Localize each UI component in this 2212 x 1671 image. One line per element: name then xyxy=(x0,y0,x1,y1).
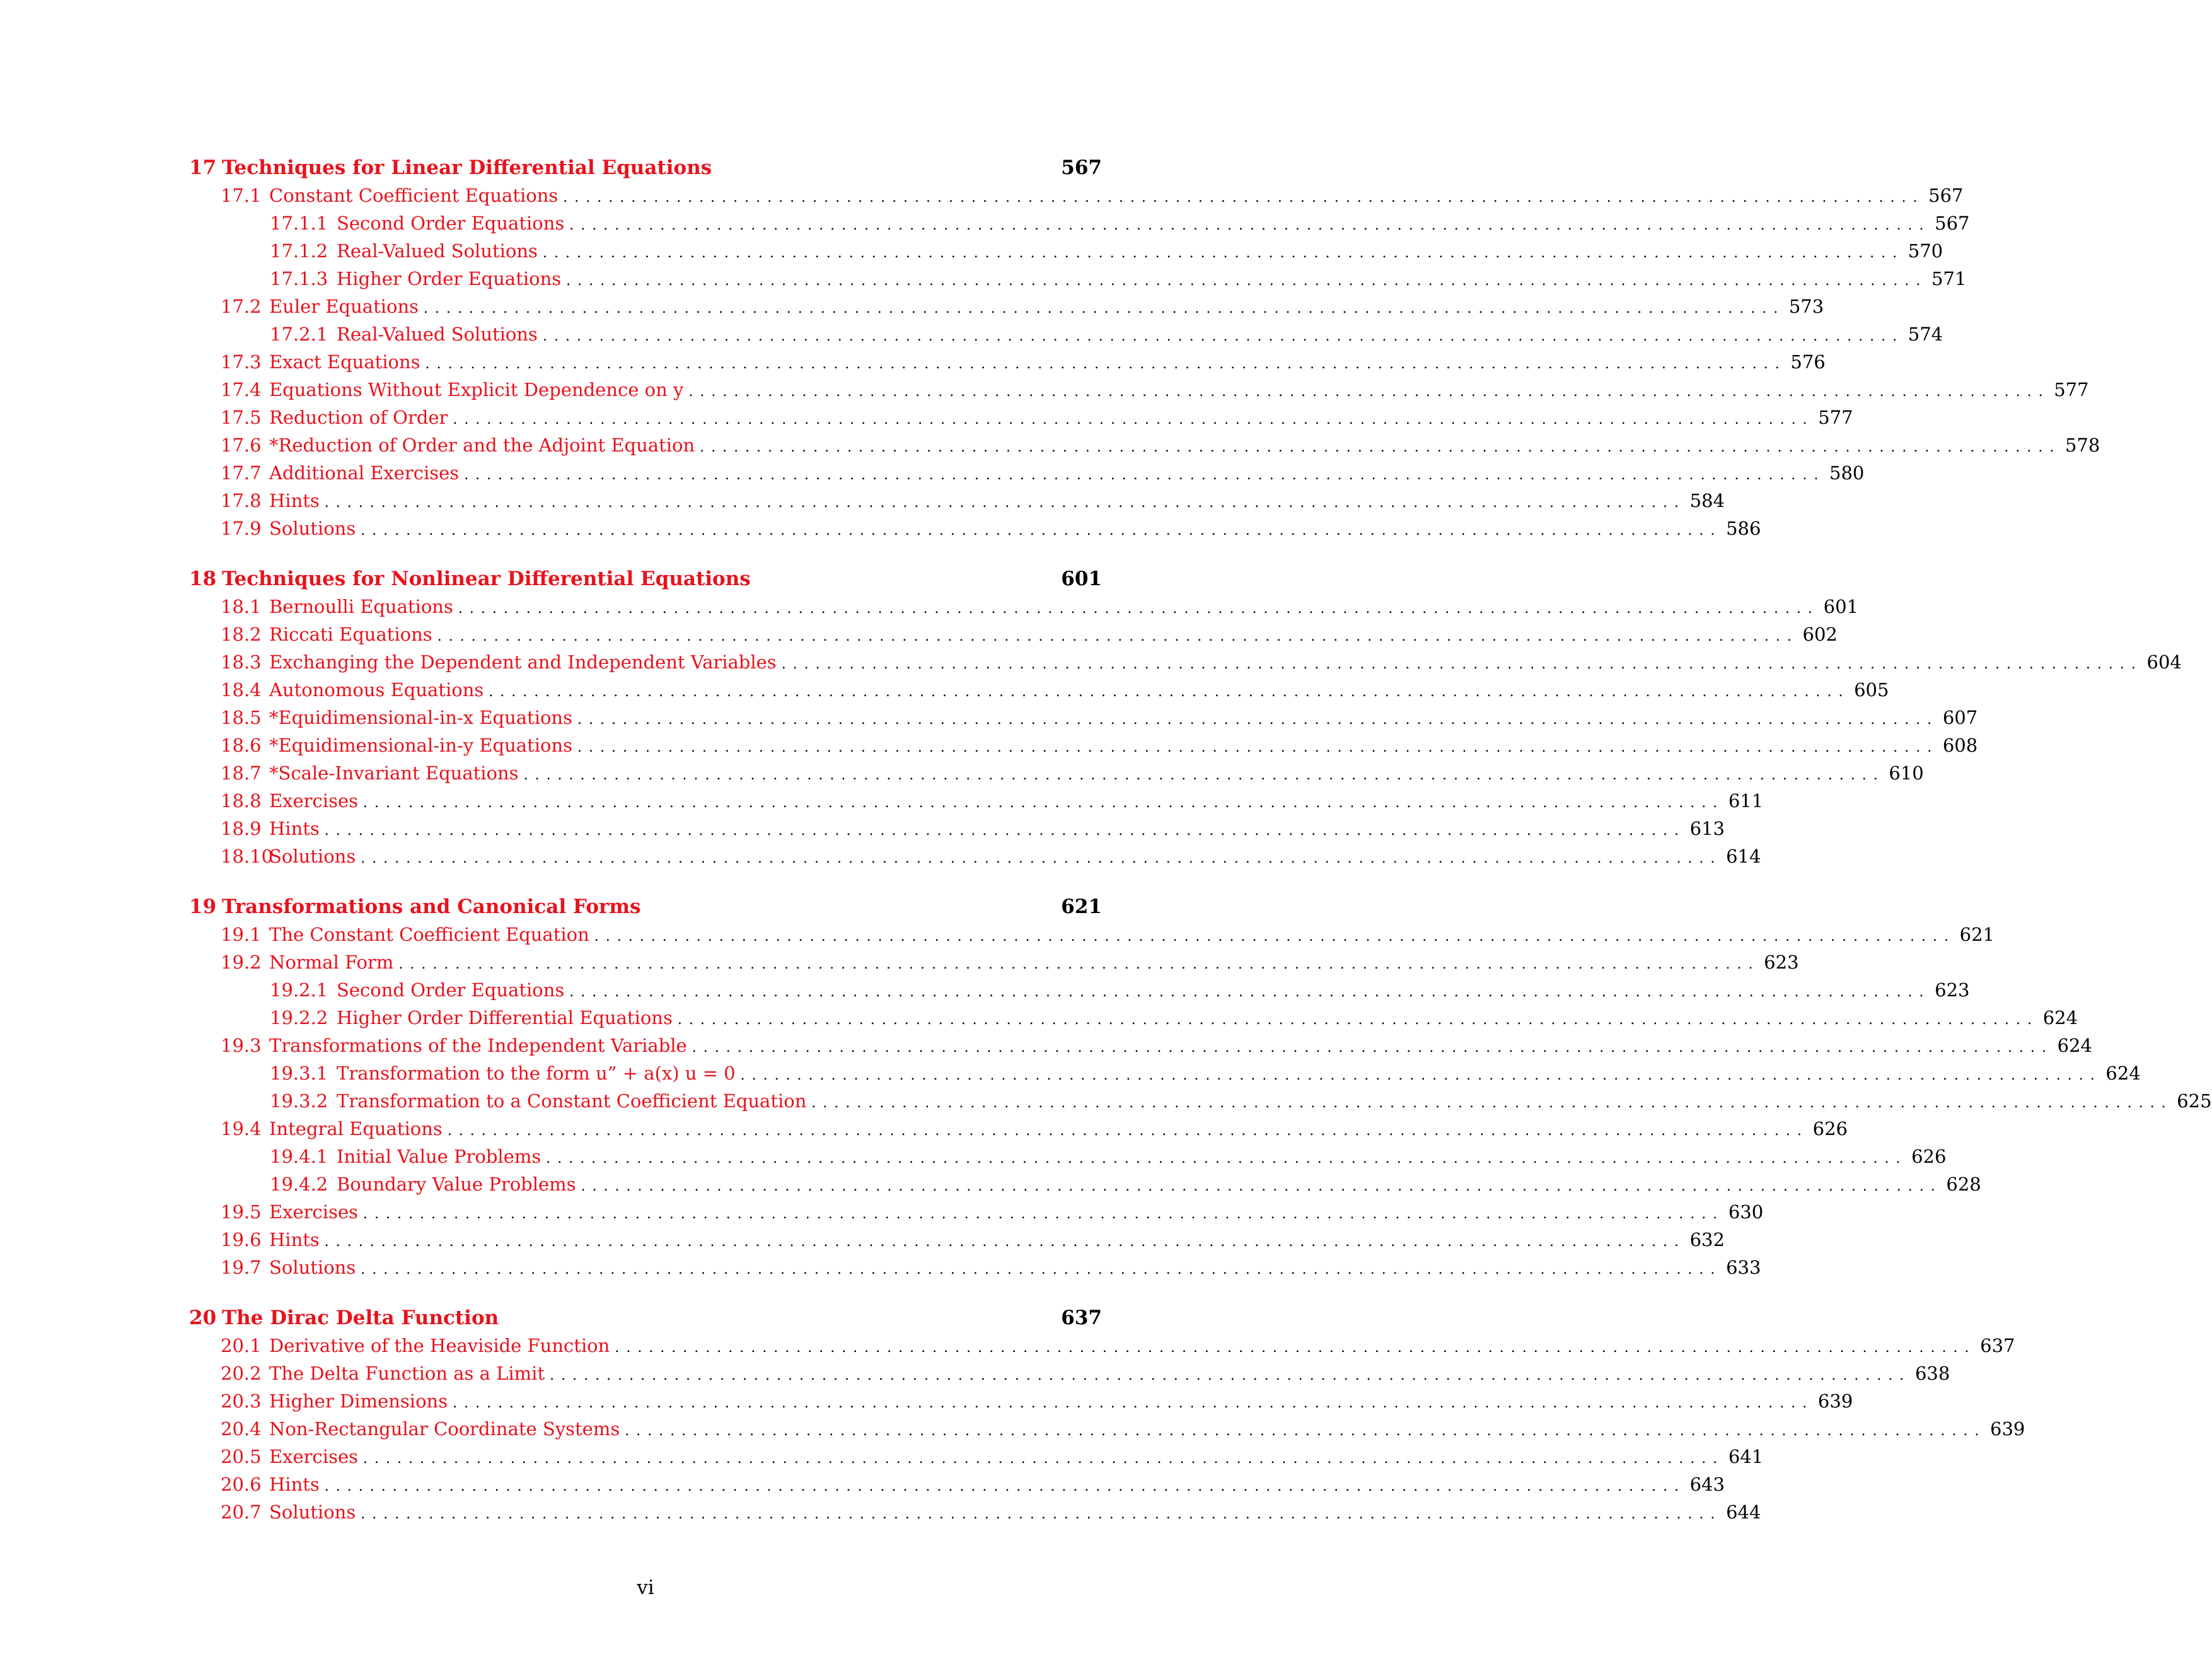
chapter-title: Techniques for Nonlinear Differential Equations xyxy=(222,568,751,590)
entry-title: Solutions xyxy=(269,1501,356,1523)
entry-page-number: 584 xyxy=(1689,490,1725,511)
dot-leader: ........................................................................................................................ xyxy=(542,245,1904,261)
entry-number: 17.2.1 xyxy=(270,323,328,345)
chapter-heading-link[interactable] xyxy=(189,565,1102,593)
entry-title: Exercises xyxy=(269,1201,358,1223)
entry-title: The Constant Coefficient Equation xyxy=(269,924,589,945)
section-entry-link[interactable] xyxy=(189,293,1824,320)
subsection-entry-link[interactable] xyxy=(189,1059,2141,1087)
section-entry-link[interactable] xyxy=(189,1032,2092,1059)
entry-title: Hints xyxy=(269,1229,320,1250)
entry-number: 17.5 xyxy=(221,407,262,428)
section-entry-link[interactable] xyxy=(189,593,1859,620)
chapter-number: 20 xyxy=(189,1307,217,1329)
entry-number: 18.8 xyxy=(221,790,262,812)
dot-leader: ........................................................................................................................ xyxy=(677,1012,2039,1028)
entry-number: 17.1 xyxy=(221,185,262,206)
dot-leader: ........................................................................................................................ xyxy=(542,329,1904,344)
dot-leader: ........................................................................................................................ xyxy=(523,767,1885,783)
entry-title: Exercises xyxy=(269,790,358,812)
entry-number: 19.3.1 xyxy=(270,1063,328,1084)
section-entry-link[interactable] xyxy=(189,1387,1853,1415)
entry-number: 17.3 xyxy=(221,351,262,373)
entry-page-number: 641 xyxy=(1728,1446,1764,1467)
entry-number: 19.4 xyxy=(221,1118,262,1139)
entry-number: 17.7 xyxy=(221,462,262,484)
chapter-heading-link[interactable] xyxy=(189,893,1102,921)
entry-title: Boundary Value Problems xyxy=(337,1173,576,1195)
entry-title: Normal Form xyxy=(269,952,394,973)
entry-number: 19.2.1 xyxy=(270,979,328,1001)
entry-page-number: 610 xyxy=(1889,762,1924,784)
dot-leader: ........................................................................................................................ xyxy=(363,1451,1725,1467)
entry-page-number: 567 xyxy=(1928,185,1964,206)
dot-leader: ........................................................................................................................ xyxy=(324,1479,1686,1494)
entry-title: Second Order Equations xyxy=(337,213,565,234)
entry-title: Equations Without Explicit Dependence on y xyxy=(269,379,684,400)
entry-page-number: 573 xyxy=(1788,296,1824,317)
dot-leader: ........................................................................................................................ xyxy=(453,412,1814,428)
chapter-gap xyxy=(189,542,1102,565)
chapter-section xyxy=(189,565,2182,870)
entry-page-number: 624 xyxy=(2105,1063,2141,1084)
entry-page-number: 578 xyxy=(2064,434,2100,456)
subsection-entry-link[interactable] xyxy=(189,237,1943,265)
dot-leader: ........................................................................................................................ xyxy=(453,1395,1814,1411)
entry-number: 19.4.1 xyxy=(270,1146,328,1167)
entry-page-number: 567 xyxy=(1935,213,1970,234)
dot-leader: ........................................................................................................................ xyxy=(447,1123,1809,1139)
chapter-gap xyxy=(189,1281,1102,1304)
entry-page-number: 637 xyxy=(1980,1335,2015,1356)
section-entry-link[interactable] xyxy=(189,676,1889,704)
entry-page-number: 638 xyxy=(1914,1363,1950,1384)
subsection-entry-link[interactable] xyxy=(189,320,1943,348)
entry-page-number: 602 xyxy=(1802,624,1838,645)
entry-title: The Delta Function as a Limit xyxy=(269,1363,545,1384)
dot-leader: ........................................................................................................................ xyxy=(324,1234,1686,1250)
dot-leader: ........................................................................................................................ xyxy=(569,984,1931,1000)
entry-number: 20.2 xyxy=(221,1363,262,1384)
section-entry-link[interactable] xyxy=(189,815,1725,842)
dot-leader: ........................................................................................................................ xyxy=(811,1095,2173,1111)
dot-leader: ........................................................................................................................ xyxy=(740,1068,2102,1083)
dot-leader: ........................................................................................................................ xyxy=(566,273,1928,289)
entry-title: Bernoulli Equations xyxy=(269,596,453,617)
dot-leader: ........................................................................................................................ xyxy=(625,1423,1986,1439)
section-entry-link[interactable] xyxy=(189,487,1725,515)
dot-leader: ........................................................................................................................ xyxy=(361,851,1722,866)
dot-leader: ........................................................................................................................ xyxy=(363,1206,1725,1222)
entry-page-number: 576 xyxy=(1790,351,1826,373)
entry-title: Hints xyxy=(269,490,320,511)
chapter-title: Transformations and Canonical Forms xyxy=(222,895,641,918)
entry-title: Transformation to a Constant Coefficient Equation xyxy=(337,1090,807,1112)
subsection-entry-link[interactable] xyxy=(189,1004,2078,1032)
entry-page-number: 625 xyxy=(2177,1090,2212,1112)
chapter-gap xyxy=(189,870,1102,893)
entry-page-number: 623 xyxy=(1764,952,1799,973)
chapter-section xyxy=(189,893,2212,1281)
entry-number: 19.5 xyxy=(221,1201,262,1223)
section-entry-link[interactable] xyxy=(189,1254,1761,1281)
entry-page-number: 643 xyxy=(1689,1474,1725,1495)
section-entry-link[interactable] xyxy=(189,948,1799,976)
section-entry-link[interactable] xyxy=(189,1470,1725,1498)
dot-leader: ........................................................................................................................ xyxy=(363,795,1725,811)
entry-page-number: 614 xyxy=(1726,846,1761,867)
entry-title: Non-Rectangular Coordinate Systems xyxy=(269,1418,620,1440)
chapter-page-number: 601 xyxy=(1061,568,1102,590)
section-entry-link[interactable] xyxy=(189,515,1761,542)
dot-leader: ........................................................................................................................ xyxy=(324,495,1686,511)
chapter-number: 19 xyxy=(189,895,217,918)
entry-number: 19.7 xyxy=(221,1257,262,1278)
entry-number: 19.4.2 xyxy=(270,1173,328,1195)
dot-leader: ........................................................................................................................ xyxy=(781,656,2143,672)
subsection-entry-link[interactable] xyxy=(189,1170,1981,1198)
entry-number: 17.1.1 xyxy=(270,213,328,234)
dot-leader: ........................................................................................................................ xyxy=(361,1506,1722,1522)
entry-title: Solutions xyxy=(269,846,356,867)
entry-title: Transformation to the form u” + a(x) u = 0 xyxy=(337,1063,736,1084)
entry-page-number: 644 xyxy=(1726,1501,1761,1523)
entry-number: 18.5 xyxy=(221,707,262,728)
entry-number: 19.2 xyxy=(221,952,262,973)
dot-leader: ........................................................................................................................ xyxy=(458,601,1820,617)
entry-title: Solutions xyxy=(269,1257,356,1278)
dot-leader: ........................................................................................................................ xyxy=(700,440,2061,455)
entry-number: 20.3 xyxy=(221,1390,262,1412)
section-entry-link[interactable] xyxy=(189,1115,1848,1143)
entry-number: 19.6 xyxy=(221,1229,262,1250)
dot-leader: ........................................................................................................................ xyxy=(615,1340,1976,1356)
dot-leader: ........................................................................................................................ xyxy=(464,467,1826,483)
entry-page-number: 624 xyxy=(2042,1007,2078,1028)
section-entry-link[interactable] xyxy=(189,1226,1725,1254)
entry-page-number: 613 xyxy=(1689,818,1725,839)
entry-title: Exchanging the Dependent and Independent Variables xyxy=(269,651,777,673)
entry-number: 17.2 xyxy=(221,296,262,317)
section-entry-link[interactable] xyxy=(189,731,1978,759)
entry-page-number: 580 xyxy=(1829,462,1865,484)
chapter-number: 18 xyxy=(189,568,217,590)
dot-leader: ........................................................................................................................ xyxy=(563,190,1925,206)
entry-page-number: 571 xyxy=(1931,268,1967,289)
entry-title: Initial Value Problems xyxy=(337,1146,541,1167)
section-entry-link[interactable] xyxy=(189,787,1764,815)
dot-leader: ........................................................................................................................ xyxy=(398,957,1760,972)
entry-title: Higher Dimensions xyxy=(269,1390,448,1412)
entry-title: *Scale-Invariant Equations xyxy=(269,762,519,784)
entry-title: Euler Equations xyxy=(269,296,419,317)
entry-title: Real-Valued Solutions xyxy=(337,240,538,262)
entry-number: 18.6 xyxy=(221,735,262,756)
entry-page-number: 608 xyxy=(1942,735,1978,756)
entry-number: 20.4 xyxy=(221,1418,262,1440)
entry-number: 18.1 xyxy=(221,596,262,617)
subsection-entry-link[interactable] xyxy=(189,1143,1947,1170)
entry-title: Solutions xyxy=(269,518,356,539)
entry-page-number: 586 xyxy=(1726,518,1761,539)
entry-page-number: 605 xyxy=(1854,679,1889,701)
entry-number: 19.3.2 xyxy=(270,1090,328,1112)
section-entry-link[interactable] xyxy=(189,620,1838,648)
entry-title: Riccati Equations xyxy=(269,624,432,645)
entry-page-number: 623 xyxy=(1935,979,1970,1001)
section-entry-link[interactable] xyxy=(189,921,1995,948)
entry-number: 18.7 xyxy=(221,762,262,784)
section-entry-link[interactable] xyxy=(189,648,2182,676)
entry-number: 17.6 xyxy=(221,434,262,456)
entry-title: Constant Coefficient Equations xyxy=(269,185,559,206)
entry-page-number: 632 xyxy=(1689,1229,1725,1250)
entry-title: Integral Equations xyxy=(269,1118,443,1139)
dot-leader: ........................................................................................................................ xyxy=(692,1040,2053,1056)
dot-leader: ........................................................................................................................ xyxy=(361,523,1722,539)
entry-title: Higher Order Differential Equations xyxy=(337,1007,673,1028)
entry-title: Hints xyxy=(269,818,320,839)
dot-leader: ........................................................................................................................ xyxy=(324,823,1686,839)
section-entry-link[interactable] xyxy=(189,1360,1950,1387)
entry-page-number: 604 xyxy=(2146,651,2182,673)
entry-title: Derivative of the Heaviside Function xyxy=(269,1335,610,1356)
subsection-entry-link[interactable] xyxy=(189,209,1970,237)
subsection-entry-link[interactable] xyxy=(189,265,1967,293)
section-entry-link[interactable] xyxy=(189,348,1826,376)
subsection-entry-link[interactable] xyxy=(189,1087,2212,1115)
entry-number: 17.9 xyxy=(221,518,262,539)
entry-page-number: 630 xyxy=(1728,1201,1764,1223)
entry-page-number: 611 xyxy=(1728,790,1764,812)
section-entry-link[interactable] xyxy=(189,1498,1761,1526)
table-of-contents xyxy=(189,154,2212,1526)
chapter-title: Techniques for Linear Differential Equations xyxy=(222,156,712,179)
section-entry-link[interactable] xyxy=(189,1198,1764,1226)
section-entry-link[interactable] xyxy=(189,1415,2025,1443)
dot-leader: ........................................................................................................................ xyxy=(688,384,2050,400)
entry-number: 20.7 xyxy=(221,1501,262,1523)
section-entry-link[interactable] xyxy=(189,182,1964,209)
entry-page-number: 621 xyxy=(1959,924,1995,945)
chapter-number: 17 xyxy=(189,156,217,179)
entry-number: 18.3 xyxy=(221,651,262,673)
section-entry-link[interactable] xyxy=(189,404,1853,431)
entry-title: Real-Valued Solutions xyxy=(337,323,538,345)
dot-leader: ........................................................................................................................ xyxy=(424,301,1785,317)
entry-title: Hints xyxy=(269,1474,320,1495)
entry-title: Reduction of Order xyxy=(269,407,448,428)
section-entry-link[interactable] xyxy=(189,431,2100,459)
entry-title: Exact Equations xyxy=(269,351,420,373)
entry-page-number: 628 xyxy=(1946,1173,1981,1195)
entry-number: 18.9 xyxy=(221,818,262,839)
entry-title: Second Order Equations xyxy=(337,979,565,1001)
chapter-page-number: 567 xyxy=(1061,156,1102,179)
chapter-heading-link[interactable] xyxy=(189,1304,1102,1332)
entry-number: 17.1.3 xyxy=(270,268,328,289)
entry-number: 18.4 xyxy=(221,679,262,701)
entry-page-number: 577 xyxy=(2054,379,2089,400)
chapter-section xyxy=(189,154,2100,542)
entry-page-number: 639 xyxy=(1990,1418,2025,1440)
chapter-heading-link[interactable] xyxy=(189,154,1102,182)
entry-page-number: 626 xyxy=(1812,1118,1848,1139)
dot-leader: ........................................................................................................................ xyxy=(577,712,1939,728)
entry-number: 19.1 xyxy=(221,924,262,945)
entry-number: 20.5 xyxy=(221,1446,262,1467)
entry-number: 18.10 xyxy=(221,846,274,867)
entry-title: *Equidimensional-in-x Equations xyxy=(269,707,572,728)
entry-page-number: 626 xyxy=(1911,1146,1947,1167)
dot-leader: ........................................................................................................................ xyxy=(437,629,1798,644)
dot-leader: ........................................................................................................................ xyxy=(569,218,1931,233)
section-entry-link[interactable] xyxy=(189,459,1865,487)
entry-title: *Equidimensional-in-y Equations xyxy=(269,735,573,756)
dot-leader: ........................................................................................................................ xyxy=(550,1368,1911,1383)
dot-leader: ........................................................................................................................ xyxy=(594,929,1955,945)
entry-page-number: 574 xyxy=(1908,323,1943,345)
entry-title: *Reduction of Order and the Adjoint Equation xyxy=(269,434,695,456)
entry-number: 17.1.2 xyxy=(270,240,328,262)
entry-number: 19.3 xyxy=(221,1035,262,1056)
dot-leader: ........................................................................................................................ xyxy=(425,356,1786,372)
entry-page-number: 570 xyxy=(1908,240,1943,262)
chapter-section xyxy=(189,1304,2025,1526)
entry-title: Transformations of the Independent Variable xyxy=(269,1035,687,1056)
page-number: vi xyxy=(637,1576,654,1599)
entry-number: 17.4 xyxy=(221,379,262,400)
section-entry-link[interactable] xyxy=(189,842,1761,870)
entry-page-number: 633 xyxy=(1726,1257,1761,1278)
entry-number: 20.1 xyxy=(221,1335,262,1356)
entry-page-number: 601 xyxy=(1823,596,1859,617)
entry-title: Higher Order Equations xyxy=(337,268,562,289)
entry-title: Exercises xyxy=(269,1446,358,1467)
section-entry-link[interactable] xyxy=(189,704,1978,731)
section-entry-link[interactable] xyxy=(189,376,2089,404)
chapter-page-number: 637 xyxy=(1061,1307,1102,1329)
entry-page-number: 577 xyxy=(1818,407,1853,428)
entry-number: 17.8 xyxy=(221,490,262,511)
dot-leader: ........................................................................................................................ xyxy=(489,684,1850,700)
entry-number: 19.2.2 xyxy=(270,1007,328,1028)
dot-leader: ........................................................................................................................ xyxy=(361,1262,1722,1278)
entry-number: 20.6 xyxy=(221,1474,262,1495)
entry-number: 18.2 xyxy=(221,624,262,645)
dot-leader: ........................................................................................................................ xyxy=(546,1151,1908,1167)
dot-leader: ........................................................................................................................ xyxy=(577,740,1939,755)
subsection-entry-link[interactable] xyxy=(189,976,1970,1004)
section-entry-link[interactable] xyxy=(189,759,1924,787)
entry-page-number: 607 xyxy=(1942,707,1978,728)
dot-leader: ........................................................................................................................ xyxy=(581,1179,1942,1194)
entry-page-number: 639 xyxy=(1817,1390,1853,1412)
section-entry-link[interactable] xyxy=(189,1443,1764,1470)
entry-page-number: 624 xyxy=(2057,1035,2092,1056)
entry-title: Additional Exercises xyxy=(269,462,460,484)
section-entry-link[interactable] xyxy=(189,1332,2015,1360)
chapter-title: The Dirac Delta Function xyxy=(222,1307,499,1329)
chapter-page-number: 621 xyxy=(1061,895,1102,918)
entry-title: Autonomous Equations xyxy=(269,679,484,701)
